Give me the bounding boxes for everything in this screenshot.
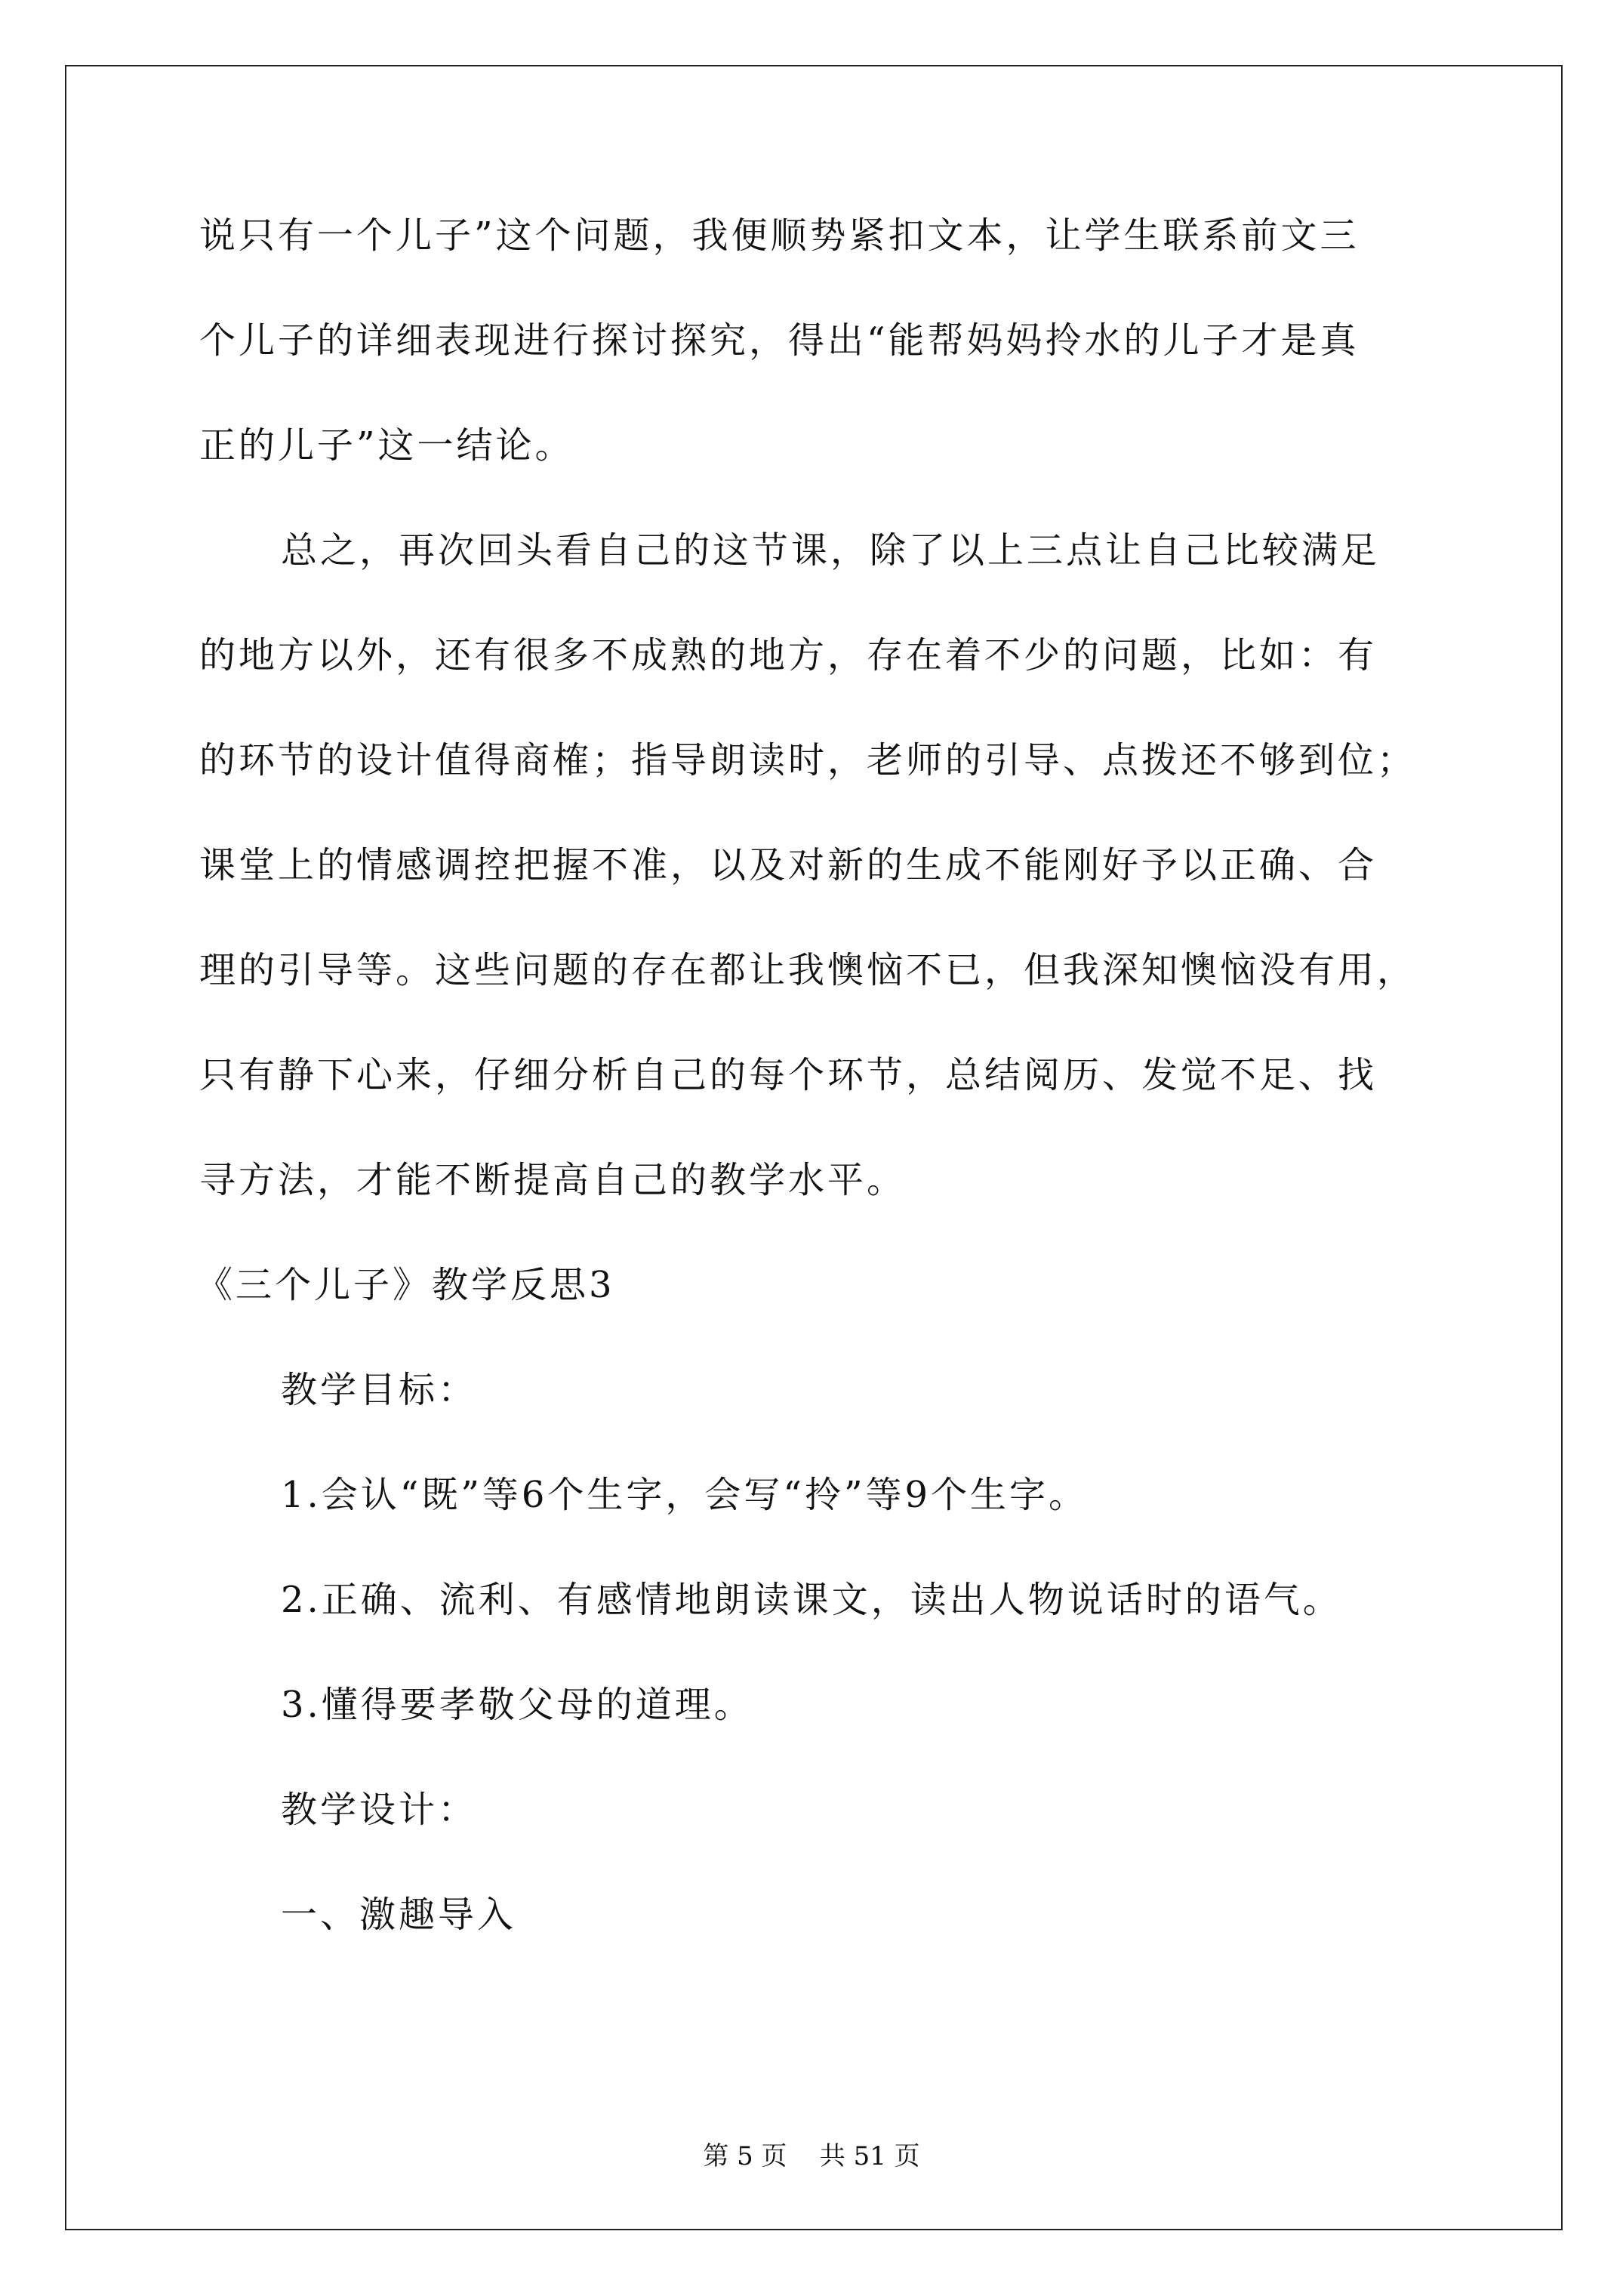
step-item: 一、激趣导入 — [281, 1894, 517, 1936]
paragraph-line: 课堂上的情感调控把握不准，以及对新的生成不能刚好予以正确、合 — [199, 844, 1378, 886]
goal-item: 1.会认“既”等6个生字，会写“拎”等9个生字。 — [281, 1474, 1089, 1516]
goal-item: 2.正确、流利、有感情地朗读课文，读出人物说话时的语气。 — [281, 1579, 1342, 1621]
paragraph-line: 正的儿子”这一结论。 — [199, 424, 574, 467]
paragraph-line: 个儿子的详细表现进行探讨探究，得出“能帮妈妈拎水的儿子才是真 — [199, 319, 1360, 362]
section-heading: 《三个儿子》教学反思3 — [196, 1264, 615, 1306]
paragraph-line: 理的引导等。这些问题的存在都让我懊恼不已，但我深知懊恼没有用， — [199, 949, 1417, 991]
paragraph-line: 寻方法，才能不断提高自己的教学水平。 — [199, 1159, 907, 1201]
goal-item: 3.懂得要孝敬父母的道理。 — [281, 1684, 753, 1726]
paragraph-line: 说只有一个儿子”这个问题，我便顺势紧扣文本，让学生联系前文三 — [199, 214, 1360, 257]
paragraph-line: 的环节的设计值得商榷；指导朗读时，老师的引导、点拨还不够到位； — [199, 739, 1417, 781]
page-footer: 第 5 页 共 51 页 — [703, 2141, 920, 2171]
design-label: 教学设计： — [281, 1789, 478, 1831]
paragraph-line: 总之，再次回头看自己的这节课，除了以上三点让自己比较满足 — [281, 529, 1381, 572]
paragraph-line: 只有静下心来，仔细分析自己的每个环节，总结阅历、发觉不足、找 — [199, 1054, 1378, 1096]
paragraph-line: 的地方以外，还有很多不成熟的地方，存在着不少的问题，比如：有 — [199, 634, 1378, 676]
goals-label: 教学目标： — [281, 1369, 478, 1411]
